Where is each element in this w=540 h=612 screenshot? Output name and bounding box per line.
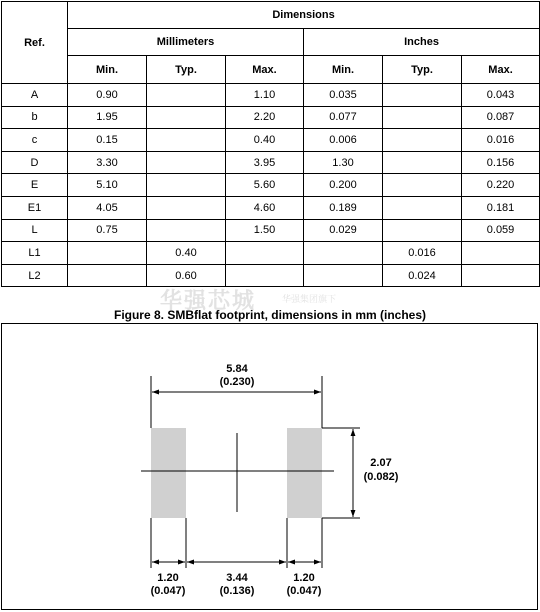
cell-in-max: 0.156: [462, 151, 540, 174]
watermark-text: 华强芯城: [160, 288, 257, 313]
cell-mm-max: 1.50: [226, 219, 304, 242]
height-in: (0.082): [363, 471, 399, 483]
gap-width-in: (0.136): [219, 585, 255, 597]
mm-min-header: Min.: [68, 56, 147, 84]
cell-mm-max: 4.60: [226, 196, 304, 219]
cell-mm-min: 0.15: [68, 129, 147, 152]
cell-mm-max: 2.20: [226, 106, 304, 129]
cell-in-max: 0.016: [462, 129, 540, 152]
cell-in-typ: 0.024: [383, 264, 462, 287]
overall-width-in: (0.230): [219, 376, 255, 388]
cell-mm-max: 0.40: [226, 129, 304, 152]
cell-ref: L1: [2, 242, 68, 265]
cell-ref: L: [2, 219, 68, 242]
overall-width-mm: 5.84: [226, 363, 248, 375]
cell-mm-min: 0.90: [68, 84, 147, 107]
in-min-header: Min.: [304, 56, 383, 84]
cell-mm-max: 5.60: [226, 174, 304, 197]
right-pad-width-in: (0.047): [286, 585, 322, 597]
cell-in-min: 0.035: [304, 84, 383, 107]
mm-typ-header: Typ.: [147, 56, 226, 84]
mm-max-header: Max.: [226, 56, 304, 84]
cell-mm-min: 4.05: [68, 196, 147, 219]
right-pad: [287, 428, 322, 518]
inches-header: Inches: [304, 29, 540, 56]
dimensions-header: Dimensions: [68, 2, 540, 29]
cell-in-min: 0.077: [304, 106, 383, 129]
cell-in-min: 0.006: [304, 129, 383, 152]
cell-ref: b: [2, 106, 68, 129]
cell-mm-max: 3.95: [226, 151, 304, 174]
cell-mm-min: 0.75: [68, 219, 147, 242]
watermark-subtext: 华强集团旗下: [282, 294, 337, 304]
left-pad: [151, 428, 186, 518]
gap-width-mm: 3.44: [226, 572, 248, 584]
cell-in-min: 0.189: [304, 196, 383, 219]
cell-in-max: 0.181: [462, 196, 540, 219]
left-pad-width-mm: 1.20: [157, 572, 179, 584]
cell-mm-min: 5.10: [68, 174, 147, 197]
ref-header: Ref.: [2, 2, 68, 84]
cell-ref: D: [2, 151, 68, 174]
cell-ref: L2: [2, 264, 68, 287]
cell-in-min: 0.200: [304, 174, 383, 197]
cell-ref: c: [2, 129, 68, 152]
in-typ-header: Typ.: [383, 56, 462, 84]
cell-in-min: 1.30: [304, 151, 383, 174]
cell-mm-min: 1.95: [68, 106, 147, 129]
cell-ref: A: [2, 84, 68, 107]
cell-mm-max: 1.10: [226, 84, 304, 107]
figure-title: Figure 8. SMBflat footprint, dimensions in mm (inches): [113, 308, 427, 322]
cell-mm-min: 3.30: [68, 151, 147, 174]
left-pad-width-in: (0.047): [150, 585, 186, 597]
right-pad-width-mm: 1.20: [293, 572, 315, 584]
cell-in-max: 0.087: [462, 106, 540, 129]
cell-in-max: 0.043: [462, 84, 540, 107]
cell-in-max: 0.059: [462, 219, 540, 242]
height-mm: 2.07: [370, 457, 392, 469]
millimeters-header: Millimeters: [68, 29, 304, 56]
cell-in-max: 0.220: [462, 174, 540, 197]
cell-ref: E1: [2, 196, 68, 219]
cell-mm-typ: 0.60: [147, 264, 226, 287]
in-max-header: Max.: [462, 56, 540, 84]
cell-in-min: 0.029: [304, 219, 383, 242]
cell-in-typ: 0.016: [383, 242, 462, 265]
cell-mm-typ: 0.40: [147, 242, 226, 265]
cell-ref: E: [2, 174, 68, 197]
